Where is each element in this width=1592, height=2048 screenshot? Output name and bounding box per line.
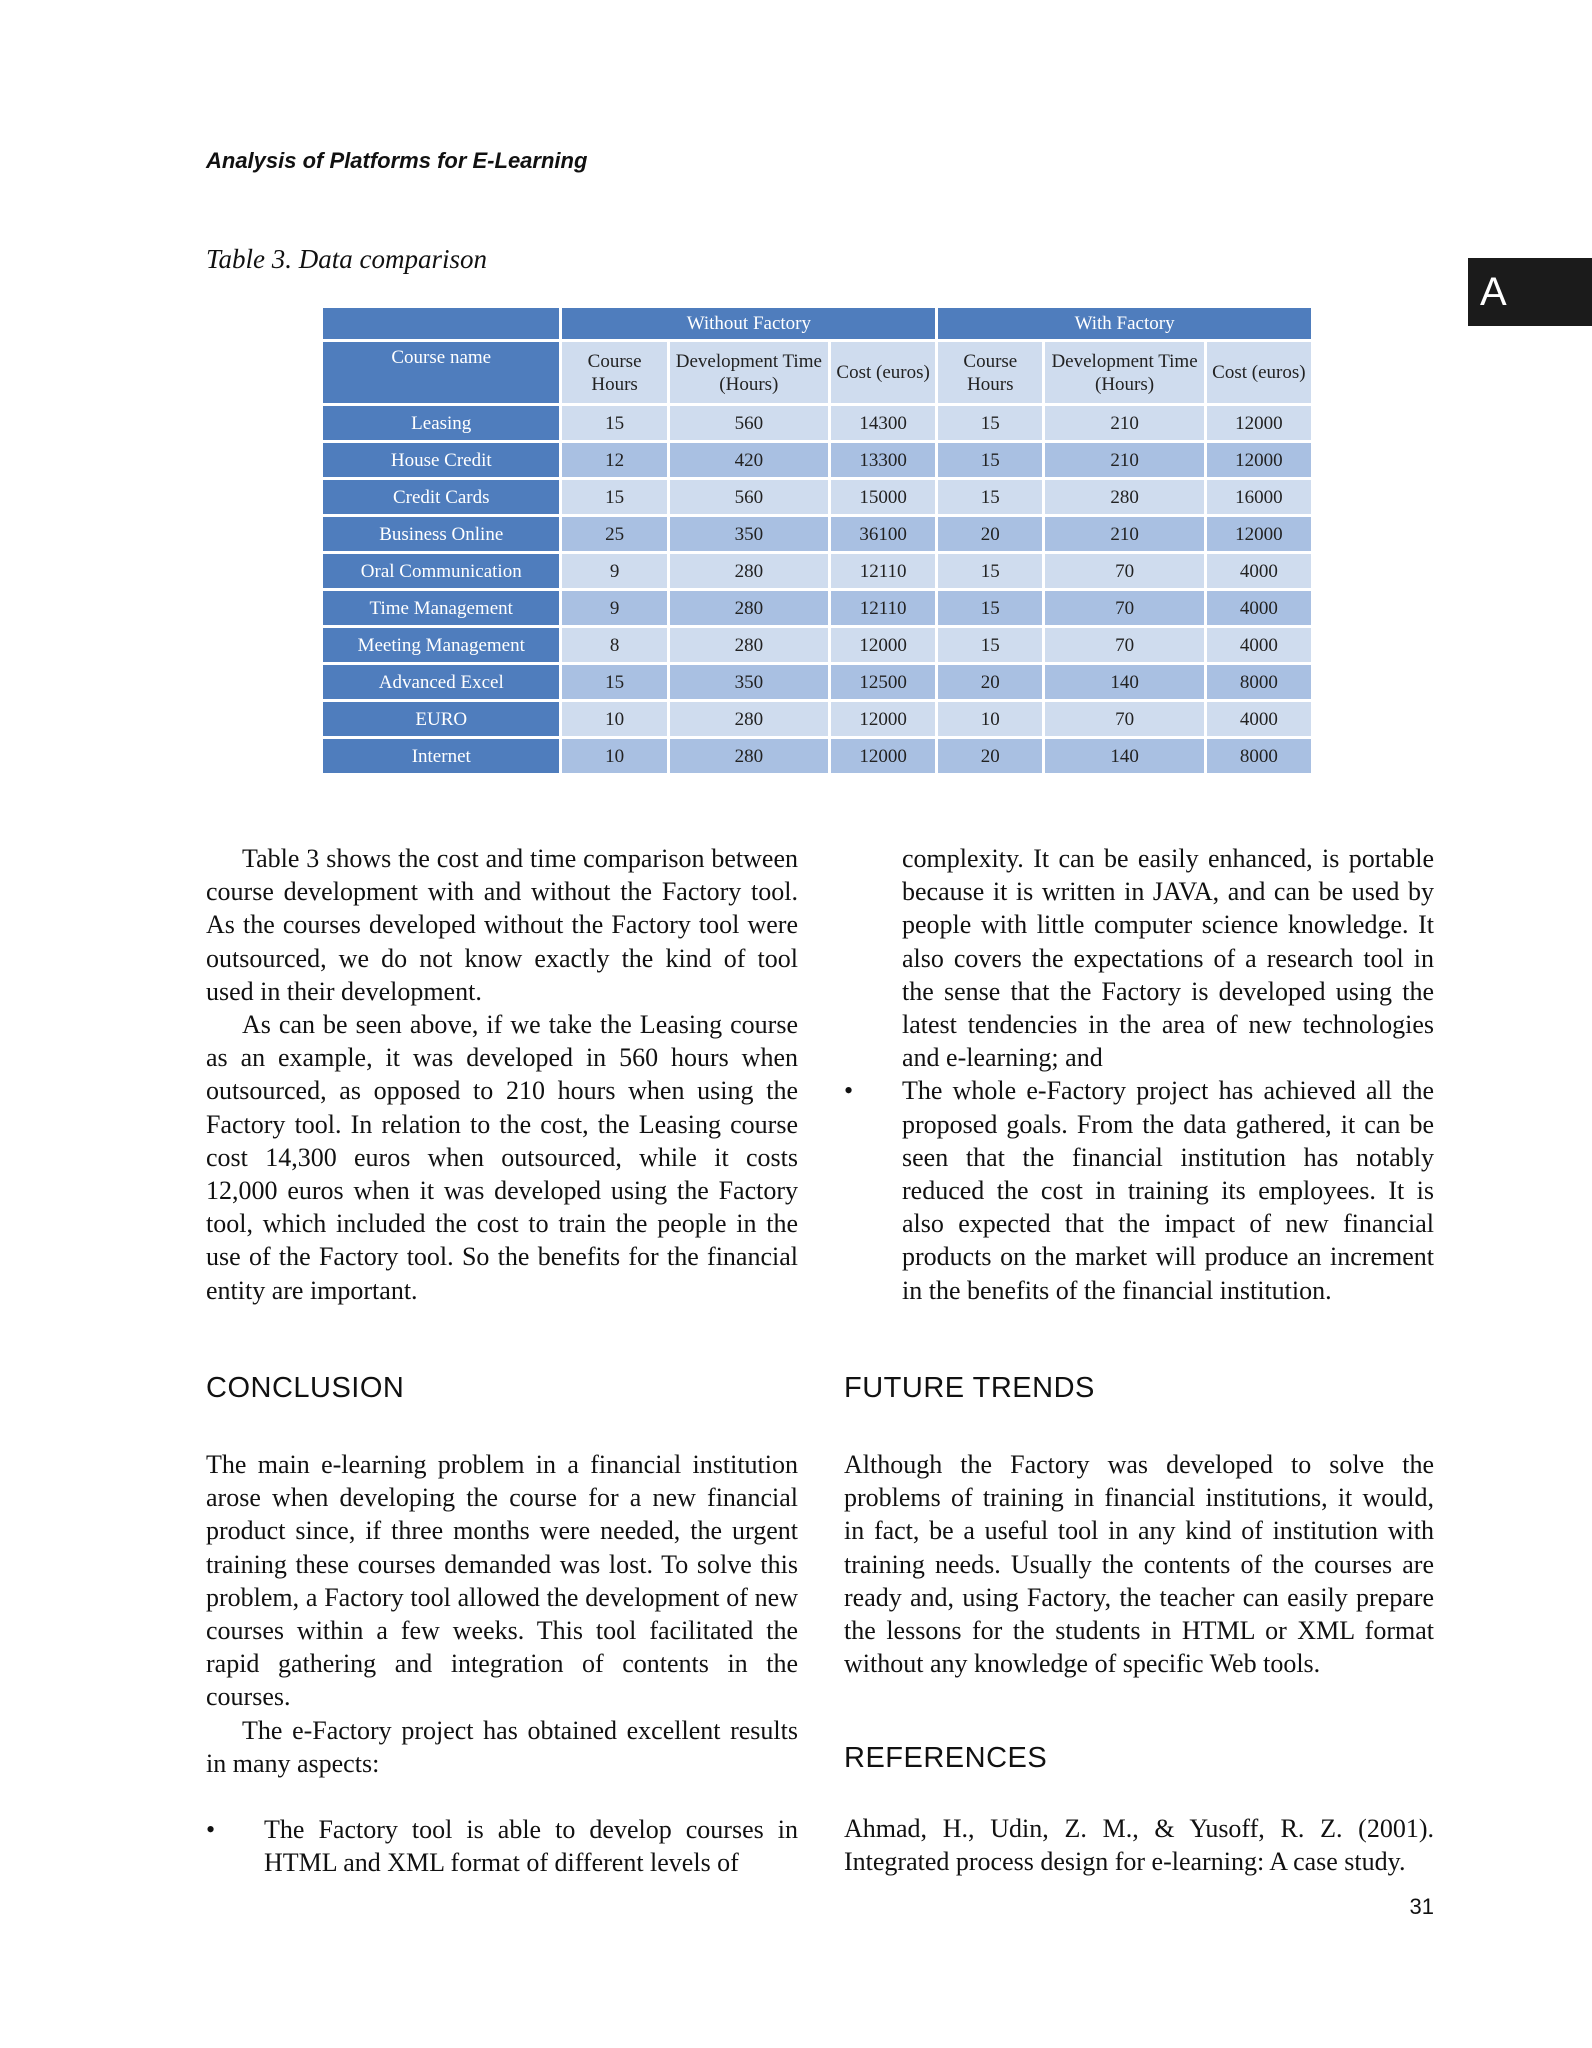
table-row [323,739,1311,773]
conclusion-body [206,1448,798,1879]
table-cell: 4000 [1207,554,1311,588]
course-name-cell: Credit Cards [323,480,559,514]
reference-entry: Ahmad, H., Udin, Z. M., & Yusoff, R. Z. (2001). Integrated process design for e-learning: A case study. [844,1814,1434,1877]
table-cell: 12500 [831,665,935,699]
table-cell: 70 [1045,554,1203,588]
table-cell: 20 [938,665,1042,699]
table-cell: 210 [1045,406,1203,440]
table-cell: 15 [562,480,666,514]
table-corner-cell [323,308,559,339]
table-cell: 8000 [1207,665,1311,699]
table-cell: 4000 [1207,702,1311,736]
page-number: 31 [1409,1894,1434,1919]
bullet-item [206,1813,798,1879]
table-cell: 4000 [1207,628,1311,662]
table-cell: 210 [1045,443,1203,477]
future-trends-body [844,1448,1434,1680]
bullet-continuation: complexity. It can be easily enhanced, is portable because it is written in JAVA, and can be used by people with little computer science knowledge. It also covers the expectations of a research tool in the sense that the Factory is developed using the latest tendencies in the area of new technologies and e-learning; and [902,844,1434,1073]
table-cell: 70 [1045,591,1203,625]
table-cell: 9 [562,554,666,588]
table-cell: 15 [938,443,1042,477]
data-comparison-table [320,305,1314,776]
table-cell: 280 [670,702,828,736]
table-cell: 36100 [831,517,935,551]
table-cell: 12000 [1207,406,1311,440]
table-cell: 15 [938,628,1042,662]
table-cell: 8000 [1207,739,1311,773]
table-caption: Table 3. Data comparison [206,244,488,274]
table-cell: 12110 [831,554,935,588]
table-cell: 280 [670,554,828,588]
table-cell: 210 [1045,517,1203,551]
table-row [323,554,1311,588]
table-cell: 560 [670,406,828,440]
group-header-with-factory: With Factory [938,308,1311,339]
column-header-development-time: Development Time (Hours) [1045,342,1203,403]
table-cell: 15 [562,665,666,699]
future-trends-heading: FUTURE TRENDS [844,1372,1095,1404]
table-cell: 10 [562,739,666,773]
course-name-cell: Oral Communication [323,554,559,588]
course-name-cell: EURO [323,702,559,736]
column-header-course-name: Course name [323,342,559,403]
table-cell: 560 [670,480,828,514]
table-cell: 10 [562,702,666,736]
column-header-development-time: Development Time (Hours) [670,342,828,403]
table-cell: 420 [670,443,828,477]
table-row [323,517,1311,551]
table-cell: 12110 [831,591,935,625]
table-cell: 15 [938,591,1042,625]
table-cell: 15 [938,406,1042,440]
course-name-cell: Advanced Excel [323,665,559,699]
table-cell: 70 [1045,702,1203,736]
table-cell: 12000 [831,628,935,662]
references-list [844,1812,1434,1878]
table-row [323,628,1311,662]
table-row [323,406,1311,440]
course-name-cell: Leasing [323,406,559,440]
table-cell: 20 [938,739,1042,773]
group-header-without-factory: Without Factory [562,308,935,339]
column-header-course-hours: Course Hours [562,342,666,403]
table-row [323,443,1311,477]
paragraph: As can be seen above, if we take the Leasing course as an example, it was developed in 560 hours when outsourced, as opposed to 210 hours when using the Factory tool. In relation to the cost, the Leasing course cost 14,300 euros when outsourced, while it costs 12,000 euros when it was developed using the Factory tool, which included the cost to train the people in the use of the Factory tool. So the benefits for the financial entity are important. [206,1010,798,1305]
column-header-cost: Cost (euros) [1207,342,1311,403]
running-head: Analysis of Platforms for E-Learning [206,148,588,173]
table-cell: 8 [562,628,666,662]
table-cell: 4000 [1207,591,1311,625]
course-name-cell: Internet [323,739,559,773]
column-header-course-hours: Course Hours [938,342,1042,403]
table-cell: 140 [1045,665,1203,699]
table-cell: 9 [562,591,666,625]
table-cell: 70 [1045,628,1203,662]
table-cell: 13300 [831,443,935,477]
table-cell: 280 [670,591,828,625]
references-heading: REFERENCES [844,1742,1048,1774]
course-name-cell: House Credit [323,443,559,477]
paragraph: The main e-learning problem in a financial institution arose when developing the course for a new financial product since, if three months were needed, the urgent training these courses demanded was lost. To solve this problem, a Factory tool allowed the development of new courses within a few weeks. This tool facilitated the rapid gathering and integration of contents in the courses. [206,1450,798,1712]
table-cell: 15 [938,480,1042,514]
table-cell: 280 [1045,480,1203,514]
table-cell: 280 [670,739,828,773]
table-row [323,665,1311,699]
bullet-icon: • [206,1815,216,1845]
table-cell: 10 [938,702,1042,736]
table-row [323,480,1311,514]
table-row [323,591,1311,625]
course-name-cell: Time Management [323,591,559,625]
table-cell: 12000 [831,702,935,736]
bullet-text: The Factory tool is able to develop courses in HTML and XML format of different levels of [264,1815,798,1878]
table-cell: 140 [1045,739,1203,773]
table-cell: 15 [938,554,1042,588]
table-cell: 12000 [1207,443,1311,477]
table-row [323,702,1311,736]
table-cell: 25 [562,517,666,551]
paragraph: Table 3 shows the cost and time comparison between course development with and without the Factory tool. As the courses developed without the Factory tool were outsourced, we do not know exactly the kind of tool used in their development. [206,844,798,1006]
table-cell: 15 [562,406,666,440]
table-cell: 350 [670,517,828,551]
paragraph: The e-Factory project has obtained excellent results in many aspects: [206,1715,798,1778]
table-cell: 16000 [1207,480,1311,514]
paragraph: Although the Factory was developed to solve the problems of training in financial institutions, it would, in fact, be a useful tool in any kind of institution with training needs. Usually the contents of the courses are ready and, using Factory, the teacher can easily prepare the lessons for the students in HTML or XML format without any knowledge of specific Web tools. [844,1450,1434,1679]
table-cell: 12000 [1207,517,1311,551]
conclusion-heading: CONCLUSION [206,1372,405,1404]
table-cell: 12 [562,443,666,477]
course-name-cell: Business Online [323,517,559,551]
bullet-text: The whole e-Factory project has achieved all the proposed goals. From the data gathered, it can be seen that the financial institution has notably reduced the cost in training its employees. It is also expected that the impact of new financial products on the market will produce an increment in the benefits of the financial institution. [902,1076,1434,1305]
table-cell: 12000 [831,739,935,773]
table-cell: 350 [670,665,828,699]
table-cell: 280 [670,628,828,662]
table-cell: 14300 [831,406,935,440]
section-tab: A [1468,258,1592,326]
bullet-item [844,1074,1434,1306]
course-name-cell: Meeting Management [323,628,559,662]
right-column [844,842,1434,1307]
table-cell: 20 [938,517,1042,551]
table-cell: 15000 [831,480,935,514]
left-column [206,842,798,1307]
column-header-cost: Cost (euros) [831,342,935,403]
bullet-icon: • [844,1076,854,1106]
